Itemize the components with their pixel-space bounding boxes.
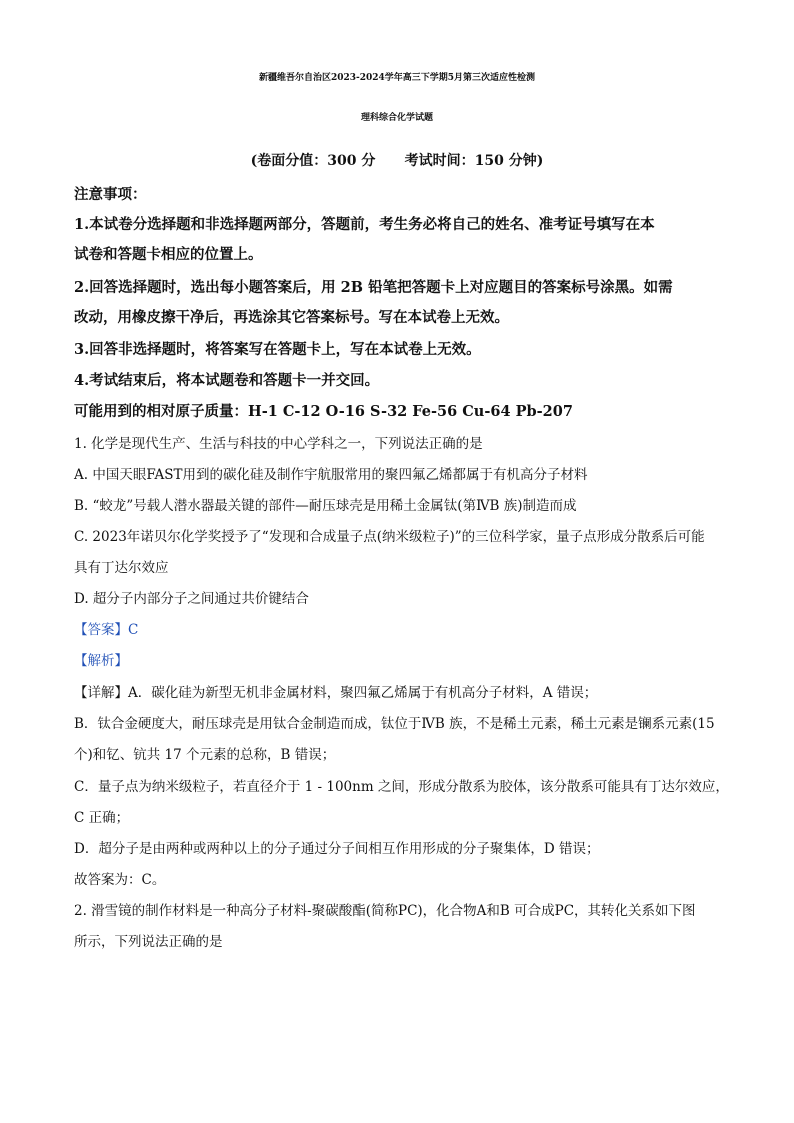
notice-item: 2.回答选择题时，选出每小题答案后，用 2B 铅笔把答题卡上对应题目的答案标号涂黑。如需 — [74, 279, 673, 296]
notice-item: 改动，用橡皮擦干净后，再选涂其它答案标号。写在本试卷上无效。 — [74, 309, 509, 326]
notice-item: 4.考试结束后，将本试题卷和答题卡一并交回。 — [74, 372, 380, 389]
q1-option-b: B. “蛟龙”号载人潜水器最关键的部件—耐压球壳是用稀土金属钛(第ⅣB 族)制造而成 — [74, 498, 577, 514]
q1-option-c-cont: 具有丁达尔效应 — [74, 560, 169, 576]
q1-detail-line: D．超分子是由两种或两种以上的分子通过分子间相互作用形成的分子聚集体，D 错误； — [74, 841, 600, 857]
q1-detail-line: C．量子点为纳米级粒子，若直径介于 1 - 100nm 之间，形成分散系为胶体，该分散系可能具有丁达尔效应， — [74, 779, 729, 795]
exam-title-line2: 理科综合化学试题 — [360, 113, 433, 123]
q1-detail-line: C 正确； — [74, 810, 130, 826]
notice-heading: 注意事项： — [74, 186, 147, 203]
q1-option-a: A. 中国天眼FAST用到的碳化硅及制作宇航服常用的聚四氟乙烯都属于有机高分子材料 — [74, 467, 588, 483]
q1-option-d: D. 超分子内部分子之间通过共价键结合 — [74, 591, 309, 607]
q1-detail-line: 【详解】A．碳化硅为新型无机非金属材料，聚四氟乙烯属于有机高分子材料，A 错误； — [74, 685, 598, 701]
notice-item: 3.回答非选择题时，将答案写在答题卡上，写在本试卷上无效。 — [74, 341, 481, 358]
q1-option-c: C. 2023年诺贝尔化学奖授予了“发现和合成量子点(纳米级粒子)”的三位科学家，量子点形成分散系后可能 — [74, 529, 705, 545]
notice-item: 试卷和答题卡相应的位置上。 — [74, 246, 263, 263]
exam-title-line1: 新疆维吾尔自治区2023-2024学年高三下学期5月第三次适应性检测 — [258, 73, 536, 83]
q1-detail-line: 个)和钇、钪共 17 个元素的总称，B 错误； — [74, 747, 336, 763]
q1-detail-line: 故答案为：C。 — [74, 872, 166, 888]
q2-stem: 2. 滑雪镜的制作材料是一种高分子材料-聚碳酸酯(简称PC)，化合物A和B 可合成PC，其转化关系如下图 — [74, 903, 696, 919]
exam-subtitle: (卷面分值：300 分 考试时间：150 分钟) — [250, 153, 544, 169]
q1-analysis-heading: 【解析】 — [74, 653, 128, 669]
atomic-masses: 可能用到的相对原子质量：H-1 C-12 O-16 S-32 Fe-56 Cu-64 Pb-207 — [74, 403, 573, 420]
q1-answer: 【答案】C — [74, 622, 139, 638]
q1-detail-line: B．钛合金硬度大，耐压球壳是用钛合金制造而成，钛位于ⅣB 族，不是稀土元素，稀土元素是镧系元素(15 — [74, 716, 715, 732]
notice-item: 1.本试卷分选择题和非选择题两部分，答题前，考生务必将自己的姓名、准考证号填写在本 — [74, 216, 655, 233]
q2-stem-cont: 所示，下列说法正确的是 — [74, 934, 223, 950]
q1-stem: 1. 化学是现代生产、生活与科技的中心学科之一，下列说法正确的是 — [74, 436, 483, 452]
